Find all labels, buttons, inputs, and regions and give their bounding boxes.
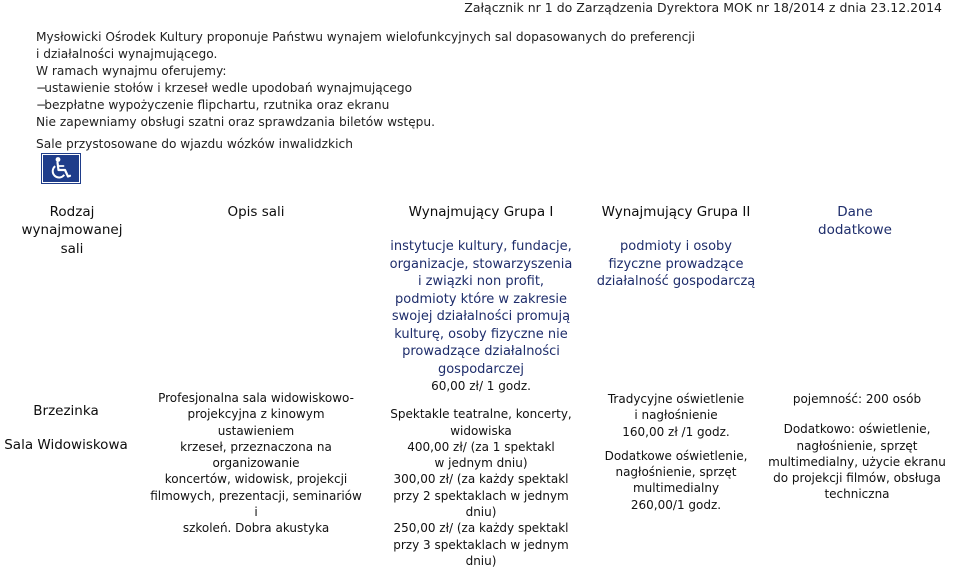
desc-line: kulturę, osoby fizyczne nie (394, 326, 568, 342)
desc-line: gospodarczej (437, 361, 525, 377)
price-line: Spektakle teatralne, koncerty, (390, 407, 572, 422)
group-2-description (585, 238, 767, 291)
desc-line: instytucje kultury, fundacje, (390, 239, 572, 255)
column-header-group-1 (370, 203, 592, 378)
column-header-description: Opis sali (227, 204, 285, 220)
desc-line: i związki non profit, (417, 274, 545, 290)
extra-info (762, 391, 952, 503)
room-place: Brzezinka (33, 403, 99, 419)
room-name: Sala Widowiskowa (4, 437, 128, 453)
price-line: 250,00 zł/ (za każdy spektakl (393, 521, 569, 536)
spacer (585, 440, 767, 448)
group-1-prices (370, 378, 592, 569)
group-2-prices (585, 391, 767, 513)
table-row-room (0, 394, 132, 462)
desc-line: krzeseł, przeznaczona na organizowanie (180, 439, 332, 471)
wheelchair-icon (41, 153, 81, 184)
price-line: nagłośnienie, sprzęt (615, 465, 737, 480)
price-line: dniu) (465, 553, 497, 568)
header-line: Rodzaj (49, 204, 95, 220)
dash-bullet: − (36, 81, 45, 95)
extra-line: nagłośnienie, sprzęt (796, 438, 918, 453)
extra-line: Dodatkowo: oświetlenie, (783, 422, 931, 437)
group-1-title: Wynajmujący Grupa I (408, 204, 554, 220)
offer-bullet (36, 97, 696, 114)
desc-line: fizyczne prowadzące (608, 256, 744, 272)
desc-line: prowadzące działalności (402, 344, 560, 360)
column-header-extra (780, 203, 930, 240)
desc-line: Profesjonalna sala widowiskowo- (158, 391, 354, 405)
extra-line: techniczna (824, 487, 890, 502)
price-line: przy 3 spektaklach w jednym (393, 537, 569, 552)
group-2-title: Wynajmujący Grupa II (601, 204, 751, 220)
header-line: dodatkowe (818, 222, 892, 239)
price-line: w jednym dniu) (434, 456, 528, 471)
desc-line: działalność gospodarczą (596, 274, 756, 290)
group-1-description (370, 238, 592, 378)
desc-line: filmowych, prezentacji, seminariów i (150, 488, 362, 520)
intro-line: i działalności wynajmującego. (36, 47, 218, 61)
offer-bullet-text: bezpłatne wypożyczenie flipchartu, rzutnika oraz ekranu (44, 98, 390, 112)
offer-bullet (36, 80, 696, 97)
header-line: sali (60, 240, 84, 257)
intro-line: Nie zapewniamy obsługi szatni oraz sprawdzania biletów wstępu. (36, 115, 435, 129)
price-line: 160,00 zł /1 godz. (622, 424, 730, 439)
price-line: i nagłośnienie (634, 408, 718, 423)
price-line: 300,00 zł/ (za każdy spektakl (393, 472, 569, 487)
annex-header: Załącznik nr 1 do Zarządzenia Dyrektora MOK nr 18/2014 z dnia 23.12.2014 (464, 0, 942, 15)
intro-line: W ramach wynajmu oferujemy: (36, 64, 227, 78)
desc-line: szkoleń. Dobra akustyka (182, 521, 330, 536)
price-line: Dodatkowe oświetlenie, (604, 448, 748, 463)
desc-line: koncertów, widowisk, projekcji (164, 472, 348, 487)
desc-line: swojej działalności promują (391, 309, 571, 325)
desc-line: podmioty które w zakresie (395, 291, 567, 307)
room-description (150, 390, 362, 537)
dash-bullet: − (36, 98, 45, 112)
offer-bullet-text: ustawienie stołów i krzeseł wedle upodobań wynajmującego (44, 81, 413, 95)
price-line: widowiska (450, 423, 512, 438)
desc-line: podmioty i osoby (620, 239, 732, 255)
price-line: multimedialny (632, 481, 720, 496)
column-header-room-type (8, 203, 136, 258)
extra-line: do projekcji filmów, obsługa (773, 471, 941, 486)
header-line: wynajmowanej (21, 222, 123, 239)
price-line: 260,00/1 godz. (630, 497, 722, 512)
header-line: Dane (837, 204, 873, 220)
column-header-group-2 (585, 203, 767, 291)
price-line: 400,00 zł/ (za 1 spektakl (407, 439, 555, 454)
price-line: dniu) (465, 505, 497, 520)
hourly-price: 60,00 zł/ 1 godz. (431, 379, 531, 393)
desc-line: projekcyjna z kinowym ustawieniem (187, 407, 325, 438)
extra-line: multimedialny, użycie ekranu (768, 454, 946, 469)
accessibility-note: Sale przystosowane do wjazdu wózków inwalidzkich (36, 137, 353, 151)
intro-paragraph (36, 29, 696, 131)
spacer (762, 407, 952, 421)
intro-line: Mysłowicki Ośrodek Kultury proponuje Państwu wynajem wielofunkcyjnych sal dopasowanych do preferencji (36, 30, 696, 44)
price-line: przy 2 spektaklach w jednym (393, 488, 569, 503)
capacity: pojemność: 200 osób (792, 392, 922, 406)
price-line: Tradycyjne oświetlenie (607, 392, 745, 406)
desc-line: organizacje, stowarzyszenia (389, 256, 573, 272)
